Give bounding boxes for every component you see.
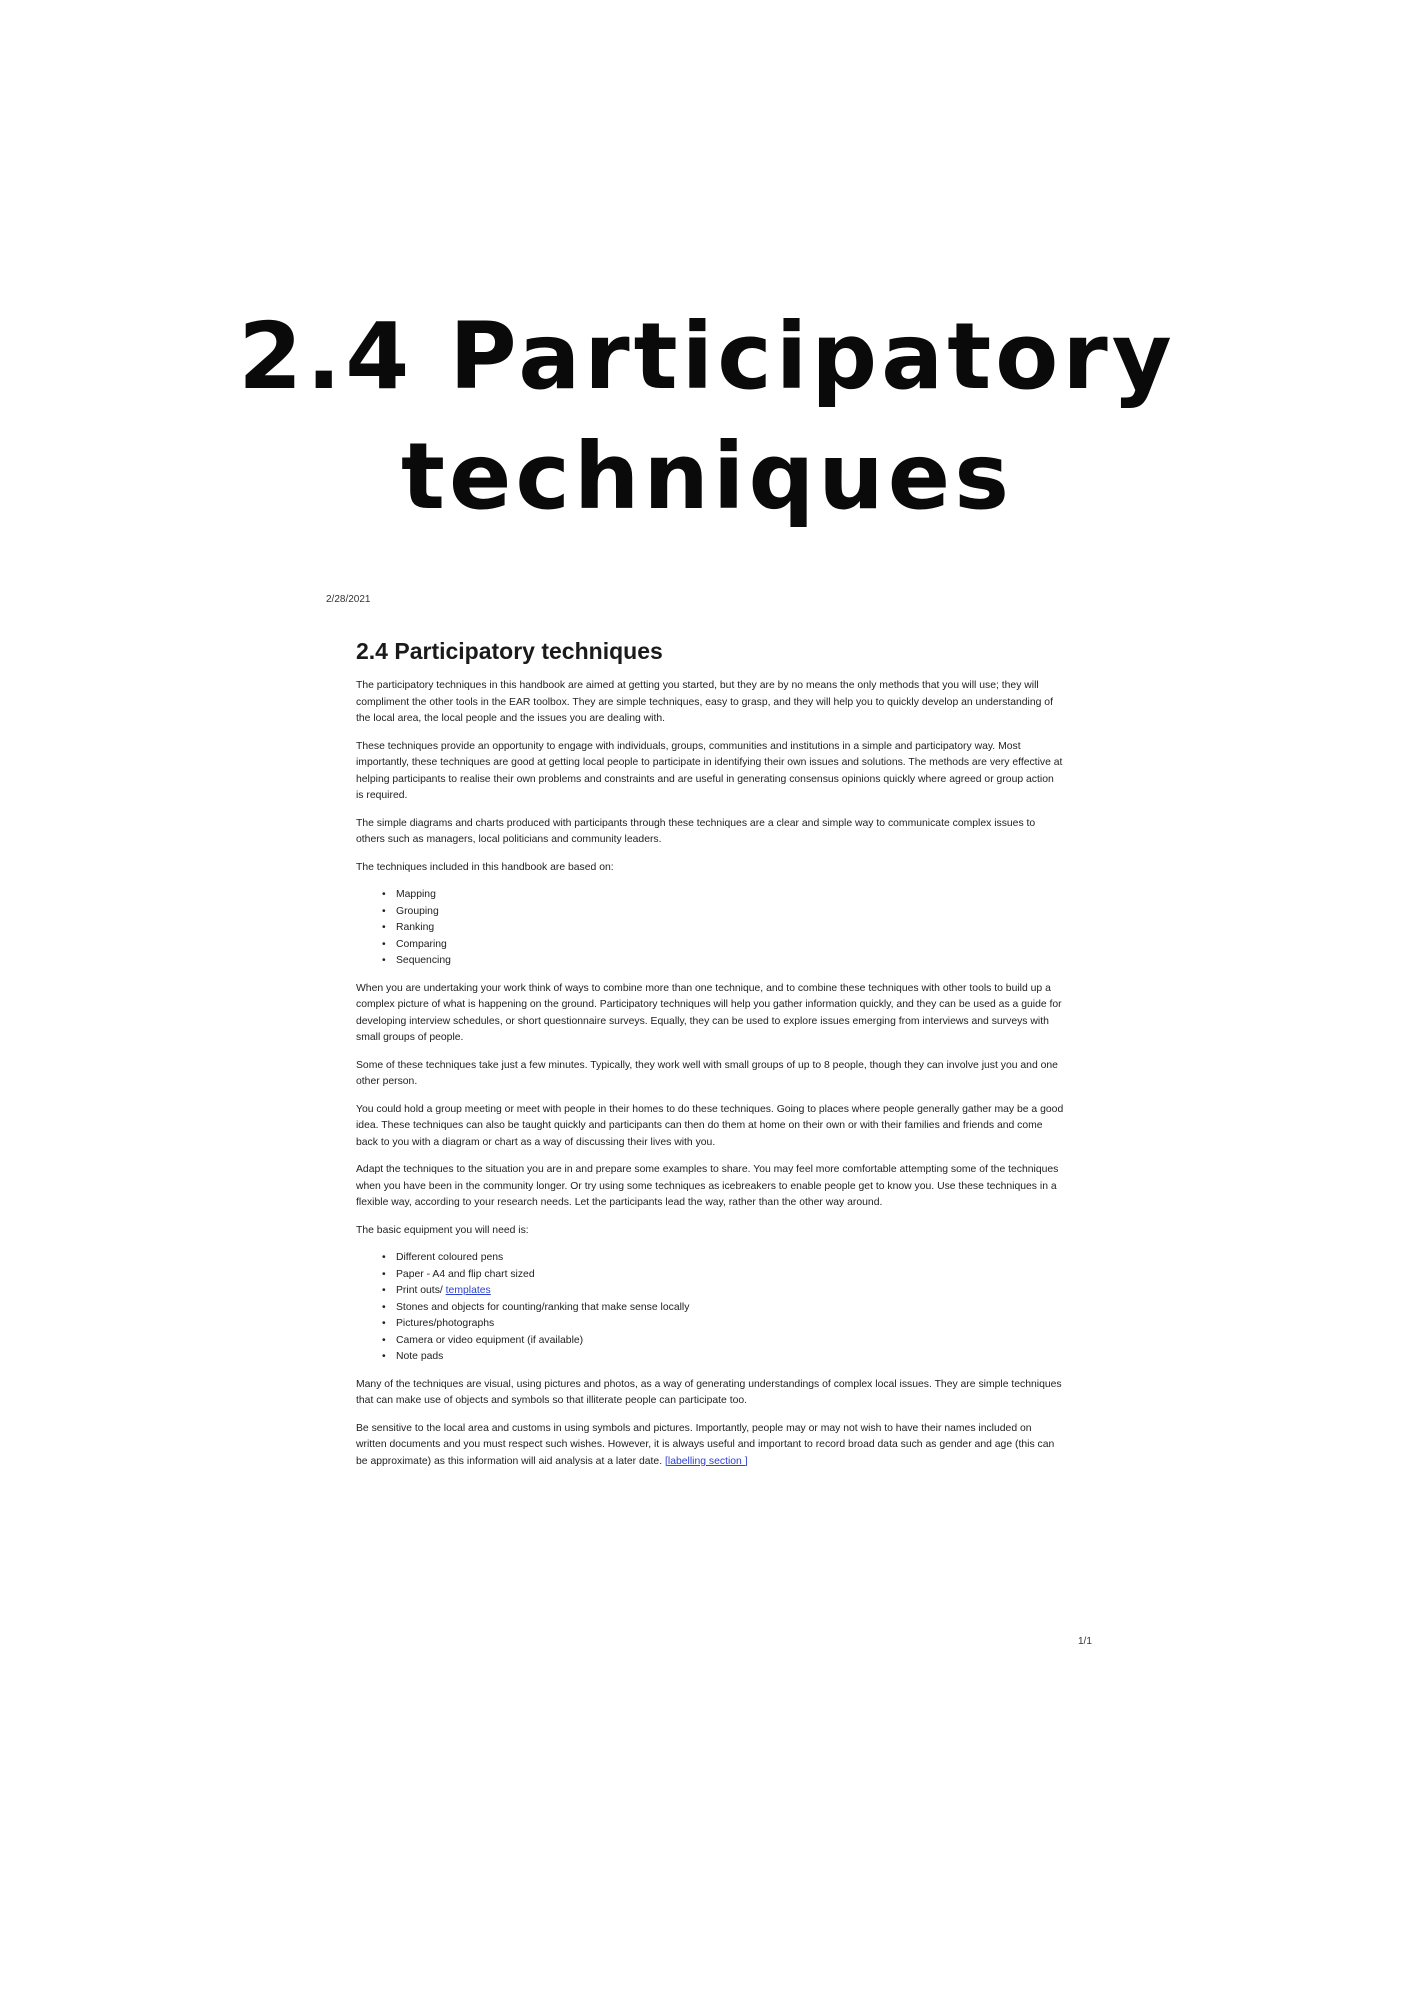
list-item: • Stones and objects for counting/ranking that make sense locally — [396, 1300, 1064, 1317]
print-date: 2/28/2021 — [326, 594, 371, 605]
technique-list — [356, 887, 1064, 970]
paragraph-meeting: You could hold a group meeting or meet with people in their homes to do these techniques. Going to places where people generally gather may be a good idea. These techniques can also be taught quickly and participants can then do them at home on their own or with their families and friends and come back to you with a diagram or chart as a way of discussing their lives with you. — [356, 1103, 1064, 1148]
paragraph-diagrams: The simple diagrams and charts produced with participants through these techniques are a clear and simple way to communicate complex issues to others such as managers, local politicians and community leaders. — [356, 817, 1036, 845]
document-body — [356, 636, 1064, 1481]
cover-title — [0, 297, 1414, 537]
paragraph-intro: The participatory techniques in this handbook are aimed at getting you started, but they are by no means the only methods that you will use; they will compliment the other tools in the EAR toolbox. They are simple techniques, easy to grasp, and they will help you to quickly develop an understanding of the local area, the local people and the issues you are dealing with. — [356, 680, 1053, 724]
list-item: • Ranking — [396, 920, 1064, 937]
list-item: • Mapping — [396, 887, 1064, 904]
paragraph-equipment: The basic equipment you will need is: — [356, 1224, 529, 1236]
paragraph-sensitive — [356, 1421, 1064, 1471]
cover-title-line2: techniques — [401, 423, 1013, 530]
list-item: • Different coloured pens — [396, 1250, 1064, 1267]
list-item-text: Print outs/ — [396, 1285, 446, 1296]
paragraph-visual: Many of the techniques are visual, using pictures and photos, as a way of generating understandings of complex local issues. They are simple techniques that can make use of objects and symbols so that illiterate people can participate too. — [356, 1378, 1062, 1406]
list-item — [396, 1283, 1064, 1300]
list-item: • Paper - A4 and flip chart sized — [396, 1267, 1064, 1284]
document-title: 2.4 Participatory techniques — [356, 638, 663, 664]
list-item: • Grouping — [396, 904, 1064, 921]
paragraph-adapt: Adapt the techniques to the situation you are in and prepare some examples to share. You may feel more comfortable attempting some of the techniques when you have been in the community longer. Or try using some techniques as icebreakers to enable people get to know you. Use these techniques in a flexible way, according to your research needs. Let the participants lead the way, rather than the other way around. — [356, 1164, 1059, 1208]
labelling-section-link[interactable]: [labelling section ] — [665, 1455, 748, 1467]
list-item: • Sequencing — [396, 953, 1064, 970]
paragraph-duration: Some of these techniques take just a few minutes. Typically, they work well with small groups of up to 8 people, though they can involve just you and one other person. — [356, 1059, 1058, 1087]
list-item: • Comparing — [396, 937, 1064, 954]
templates-link[interactable]: templates — [445, 1285, 491, 1296]
list-item: • Camera or video equipment (if available) — [396, 1333, 1064, 1350]
list-item: • Note pads — [396, 1349, 1064, 1366]
paragraph-engagement: These techniques provide an opportunity to engage with individuals, groups, communities and institutions in a simple and participatory way. Most importantly, these techniques are good at getting local people to participate in identifying their own issues and solutions. The methods are very effective at helping participants to realise their own problems and constraints and are useful in generating consensus opinions quickly where agreed or group action is required. — [356, 740, 1063, 801]
paragraph-sensitive-text: Be sensitive to the local area and customs in using symbols and pictures. Importantly, people may or may not wish to have their names included on written documents and you must respect such wishes. However, it is always useful and important to record broad data such as gender and age (this can be approximate) as this information will aid analysis at a later date. — [356, 1422, 1055, 1467]
paragraph-based-on: The techniques included in this handbook are based on: — [356, 861, 614, 873]
page-number: 1/1 — [1078, 1636, 1092, 1647]
cover-title-line1: 2.4 Participatory — [238, 303, 1176, 410]
equipment-list — [356, 1250, 1064, 1366]
paragraph-combine: When you are undertaking your work think of ways to combine more than one technique, and to combine these techniques with other tools to build up a complex picture of what is happening on the ground. Participatory techniques will help you gather information quickly, and they can be used as a guide for developing interview schedules, or short questionnaire surveys. Equally, they can be used to explore issues emerging from interviews and surveys with small groups of people. — [356, 982, 1062, 1043]
list-item: • Pictures/photographs — [396, 1316, 1064, 1333]
